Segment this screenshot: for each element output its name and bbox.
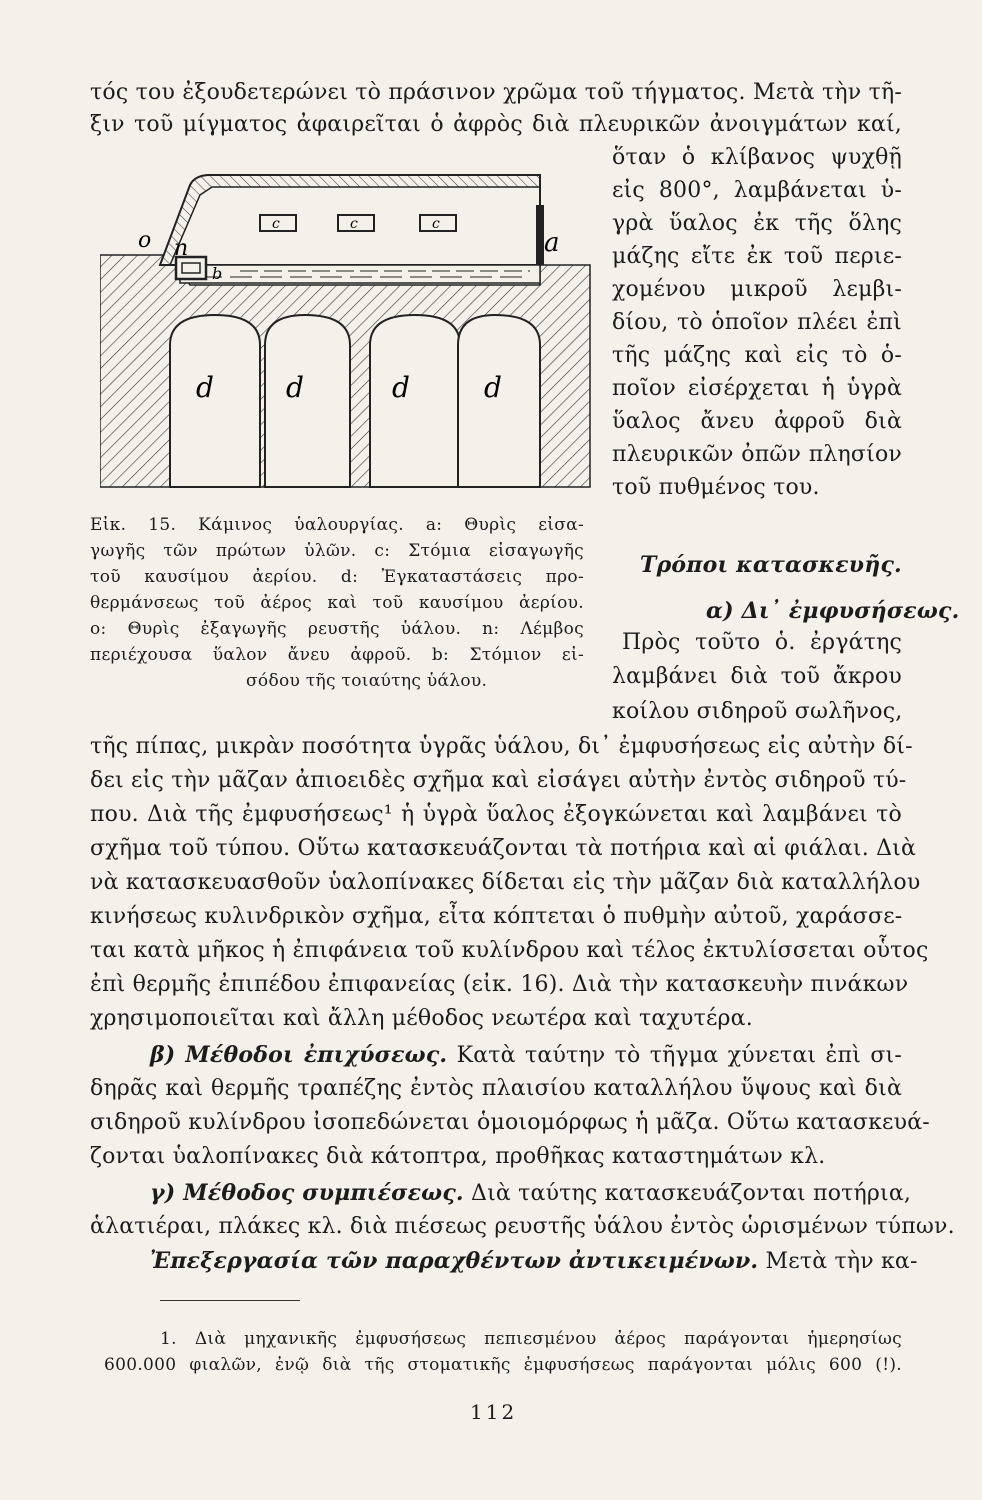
body-line: τός του ἐξουδετερώνει τὸ πράσινον χρῶμα τοῦ τήγματος. Μετὰ τὴν τῆ- — [90, 80, 902, 105]
processing-heading: Ἐπεξεργασία τῶν παραχθέντων ἀντικειμένων. — [150, 1248, 759, 1274]
right-column-line: τῆς μάζης καὶ εἰς τὸ ὁ- — [612, 343, 902, 368]
figure-caption-line: περιέχουσα ὕαλον ἄνευ ἀφροῦ. b: Στόμιον εἰ- — [90, 645, 584, 665]
body-line: νὰ κατασκευασθοῦν ὑαλοπίνακες δίδεται εἰς τὴν μᾶζαν διὰ καταλλήλου — [90, 870, 921, 895]
right-column-line: εἰς 800°, λαμβάνεται ὑ- — [612, 178, 902, 203]
method-a-heading: α) Δι᾽ ἐμφυσήσεως. — [706, 598, 960, 624]
figure-caption-line: γωγῆς τῶν πρώτων ὑλῶν. c: Στόμια εἰσαγωγῆς — [90, 541, 584, 561]
body-line: σιδηροῦ κυλίνδρου ἰσοπεδώνεται ὁμοιομόρφως ἡ μᾶζα. Οὕτω κατασκευά- — [90, 1110, 930, 1135]
label-d: d — [484, 371, 502, 404]
right-column-line: Πρὸς τοῦτο ὁ. ἐργάτης — [622, 630, 902, 655]
label-d: d — [286, 371, 304, 404]
right-column-line: ποῖον εἰσέρχεται ἡ ὑγρὰ — [612, 376, 902, 401]
body-line: ζονται ὑαλοπίνακες διὰ κάτοπτρα, προθῆκας καταστημάτων κλ. — [90, 1144, 826, 1169]
method-b-text: Κατὰ ταύτην τὸ τῆγμα χύνεται ἐπὶ σι- — [456, 1043, 903, 1068]
label-d: d — [392, 371, 410, 404]
body-line: τῆς πίπας, μικρὰν ποσότητα ὑγρᾶς ὑάλου, δι᾽ ἐμφυσήσεως εἰς αὐτὴν δί- — [90, 734, 913, 759]
method-c-heading: γ) Μέθοδος συμπιέσεως. — [150, 1180, 464, 1206]
processing-line — [150, 1246, 918, 1277]
footnote-line: 1. Διὰ μηχανικῆς ἐμφυσήσεως πεπιεσμένου ἀέρος παράγονται ἡμερησίως — [160, 1329, 902, 1349]
body-line: ται κατὰ μῆκος ἡ ἐπιφάνεια τοῦ κυλίνδρου καὶ τέλος ἐκτυλίσσεται οὗτος — [90, 938, 929, 963]
page-number: 112 — [470, 1400, 518, 1424]
label-c: c — [350, 216, 358, 232]
right-column-line: γρὰ ὕαλος ἐκ τῆς ὅλης — [612, 211, 902, 236]
label-d: d — [196, 371, 214, 404]
method-b-first-line — [150, 1040, 902, 1071]
body-line: ἐπὶ θερμῆς ἐπιπέδου ἐπιφανείας (εἰκ. 16). Διὰ τὴν κατασκευὴν πινάκων — [90, 972, 909, 997]
right-column-line: κοίλου σιδηροῦ σωλῆνος, — [612, 699, 903, 724]
label-a: a — [544, 228, 560, 258]
body-line: χρησιμοποιεῖται καὶ ἄλλη μέθοδος νεωτέρα καὶ ταχυτέρα. — [90, 1006, 753, 1031]
figure-caption-line: τοῦ καυσίμου ἀερίου. d: Ἐγκαταστάσεις προ- — [90, 567, 584, 587]
label-b: b — [212, 264, 223, 283]
body-line: σχῆμα τοῦ τύπου. Οὕτω κατασκευάζονται τὰ ποτήρια καὶ αἱ φιάλαι. Διὰ — [90, 836, 917, 861]
right-column-line: ὕαλος ἄνευ ἀφροῦ διὰ — [612, 409, 902, 434]
label-c: c — [272, 216, 280, 232]
label-c: c — [432, 216, 440, 232]
footnote-line: 600.000 φιαλῶν, ἐνῷ διὰ τῆς στοματικῆς ἐμφυσήσεως παράγονται μόλις 600 (!). — [104, 1355, 902, 1375]
figure-caption-line: o: Θυρὶς ἐξαγωγῆς ρευστῆς ὑάλου. n: Λέμβος — [90, 619, 584, 639]
charging-door — [536, 205, 544, 265]
label-n: n — [174, 236, 189, 261]
body-line: που. Διὰ τῆς ἐμφυσήσεως¹ ἡ ὑγρὰ ὕαλος ἐξογκώνεται καὶ λαμβάνει τὸ — [90, 802, 902, 827]
right-column-line: δίου, τὸ ὁποῖον πλέει ἐπὶ — [612, 310, 902, 335]
right-column-line: ὅταν ὁ κλίβανος ψυχθῇ — [612, 145, 902, 170]
figure-caption-line: Εἰκ. 15. Κάμινος ὑαλουργίας. a: Θυρὶς εἰσα- — [90, 515, 584, 535]
right-column-line: χομένου μικροῦ λεμβι- — [612, 277, 902, 302]
glass-bath — [180, 265, 540, 283]
method-b-heading: β) Μέθοδοι ἐπιχύσεως. — [150, 1042, 448, 1068]
body-line: ξιν τοῦ μίγματος ἀφαιρεῖται ὁ ἀφρὸς διὰ πλευρικῶν ἀνοιγμάτων καί, — [90, 112, 902, 137]
chamber-d2 — [265, 315, 350, 487]
label-o: o — [138, 228, 152, 253]
footnote-rule — [160, 1300, 300, 1301]
right-column-line: πλευρικῶν ὀπῶν πλησίον — [612, 442, 902, 467]
right-column-line: λαμβάνει διὰ τοῦ ἄκρου — [612, 664, 902, 689]
body-line: δηρᾶς καὶ θερμῆς τραπέζης ἐντὸς πλαισίου καταλλήλου ὕψους καὶ διὰ — [90, 1076, 902, 1101]
body-line: ἁλατιέραι, πλάκες κλ. διὰ πιέσεως ρευστῆς ὑάλου ἐντὸς ὡρισμένων τύπων. — [90, 1214, 955, 1239]
body-line: κινήσεως κυλινδρικὸν σχῆμα, εἶτα κόπτεται ὁ πυθμὴν αὐτοῦ, χαράσσε- — [90, 904, 903, 929]
section-title: Τρόποι κατασκευῆς. — [640, 552, 902, 578]
right-column-line: τοῦ πυθμένος του. — [612, 475, 820, 500]
method-c-first-line — [150, 1178, 912, 1209]
figure-caption-line: θερμάνσεως τοῦ ἀέρος καὶ τοῦ καυσίμου ἀερίου. — [90, 593, 584, 613]
right-column-line: μάζης εἴτε ἐκ τοῦ περιε- — [612, 244, 902, 269]
body-line: δει εἰς τὴν μᾶζαν ἀπιοειδὲς σχῆμα καὶ εἰσάγει αὐτὴν ἐντὸς σιδηροῦ τύ- — [90, 768, 907, 793]
chamber-d1 — [170, 315, 260, 487]
furnace-figure — [100, 165, 600, 495]
chamber-d3 — [370, 315, 460, 487]
figure-caption-line: σόδου τῆς τοιαύτης ὑάλου. — [246, 671, 488, 691]
method-c-text: Διὰ ταύτης κατασκευάζονται ποτήρια, — [470, 1181, 912, 1206]
processing-text: Μετὰ τὴν κα- — [765, 1249, 918, 1274]
